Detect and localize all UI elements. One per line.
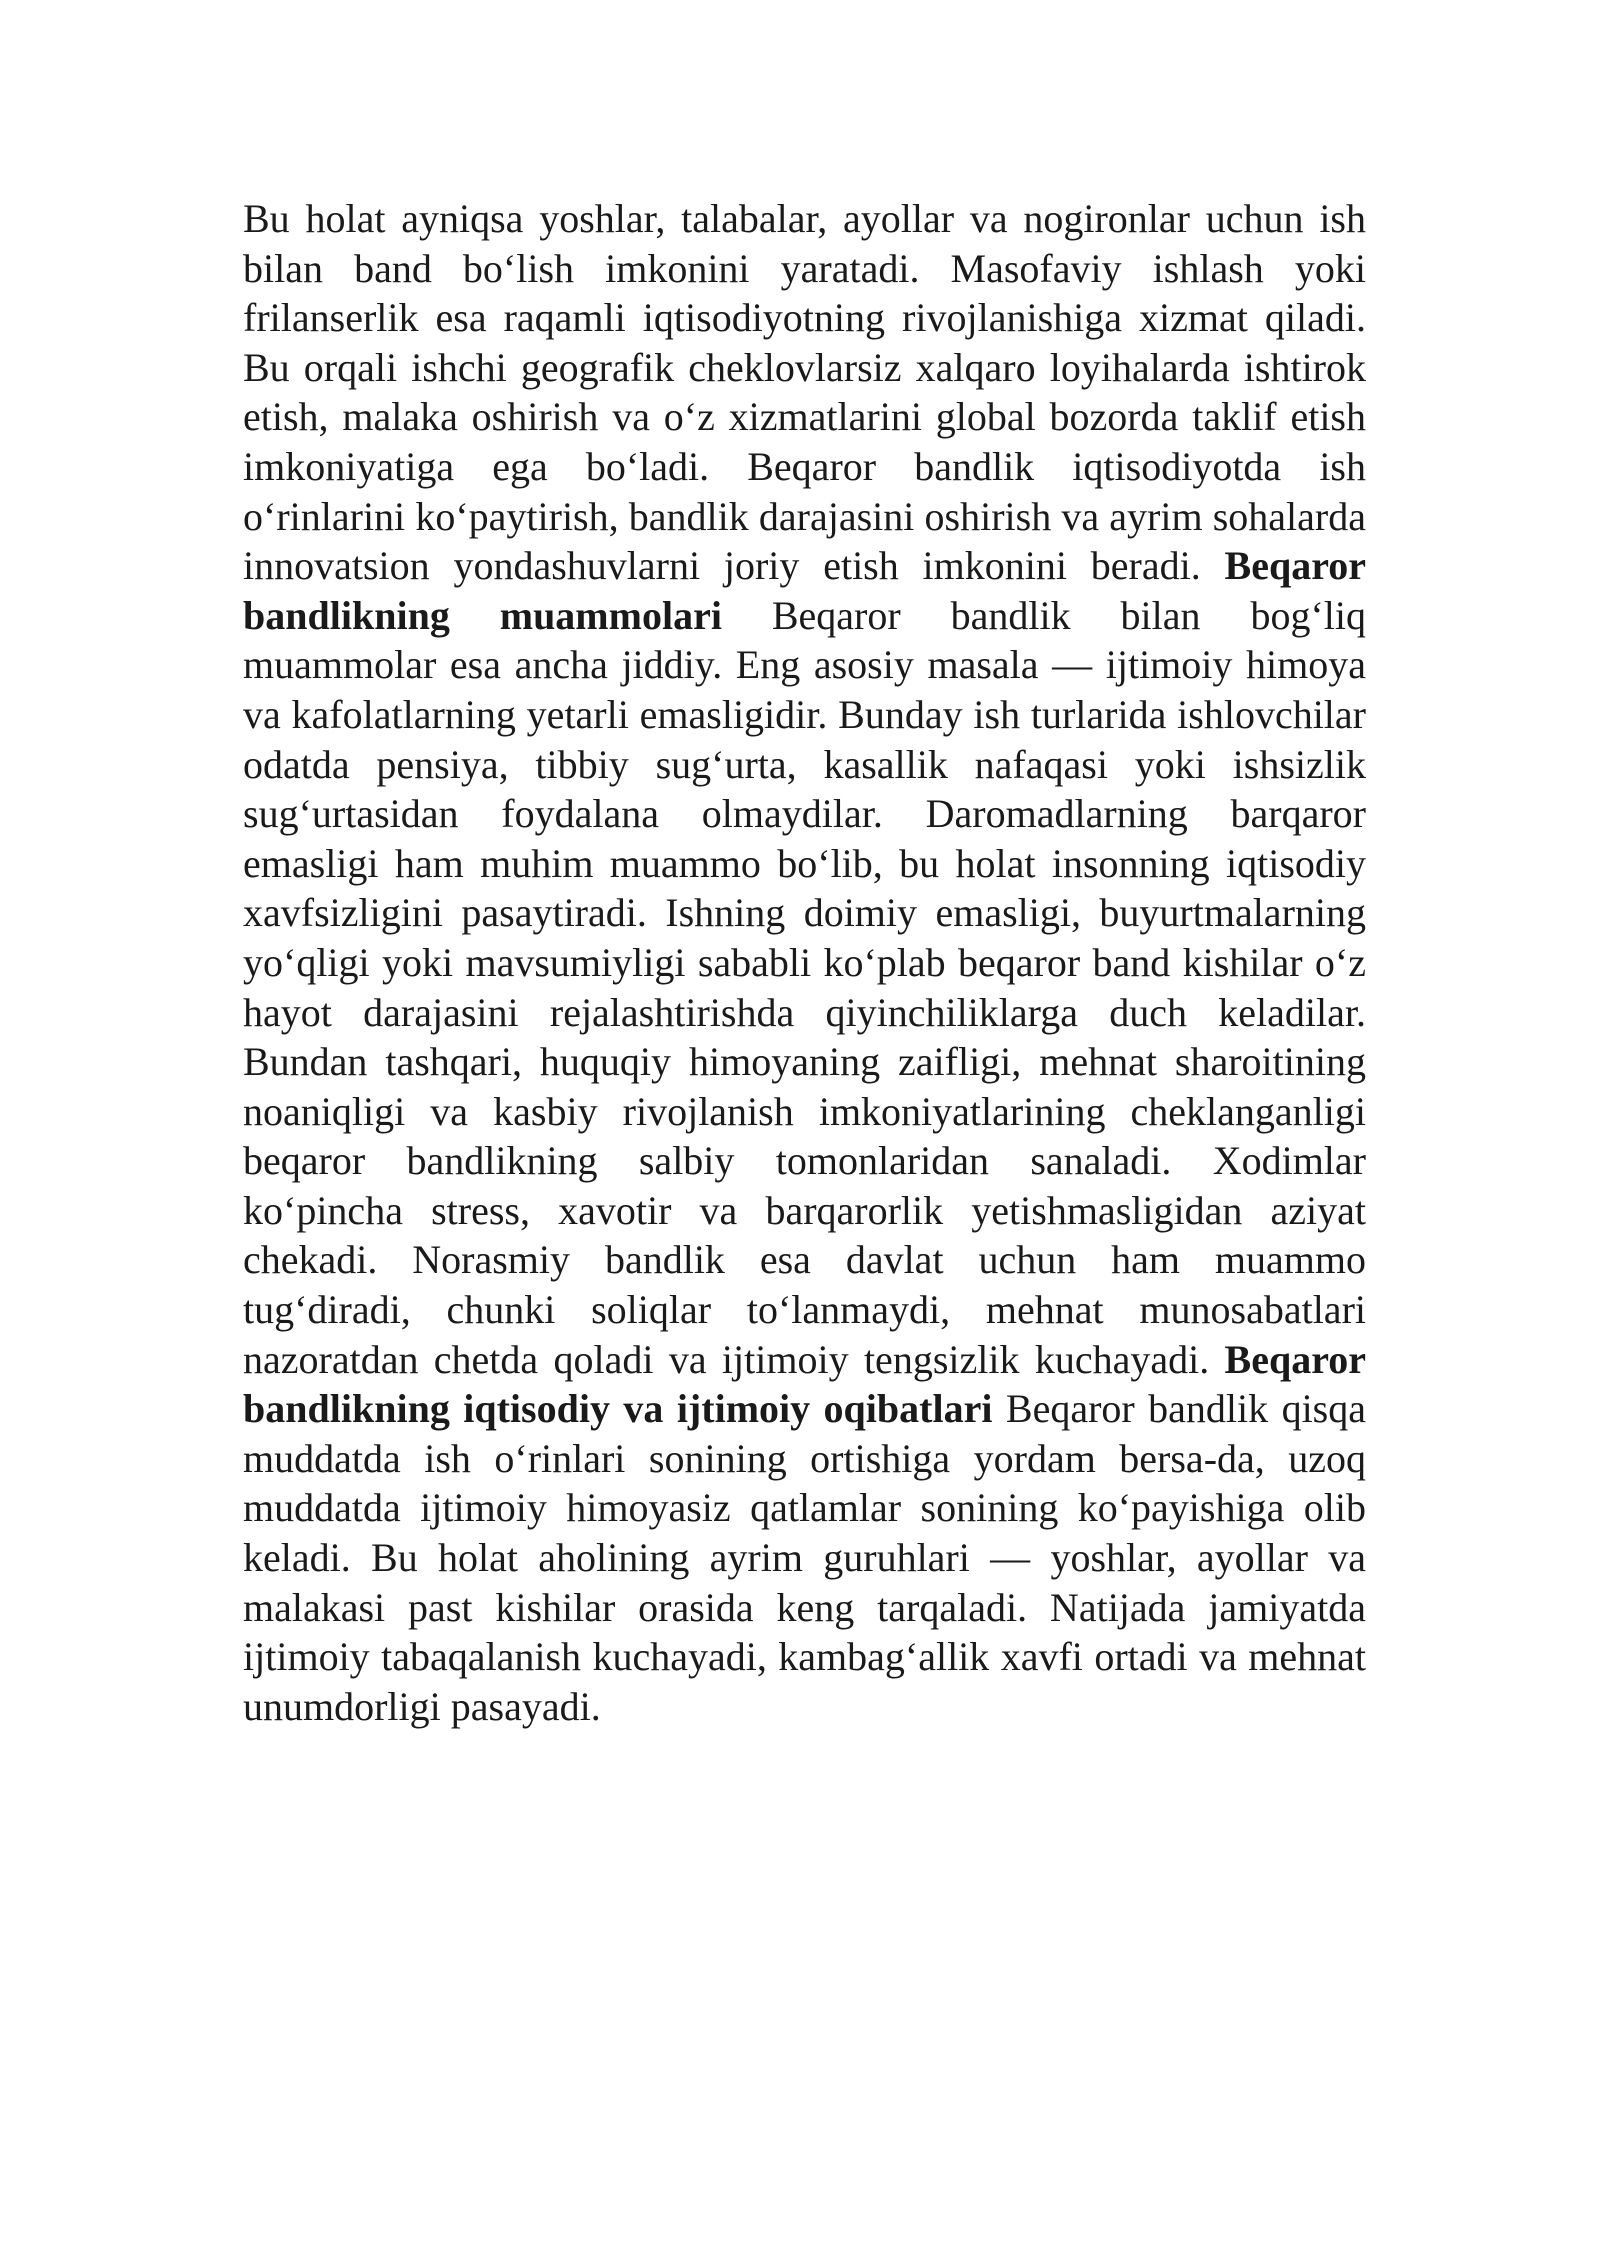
body-paragraph: [243, 194, 1366, 1731]
paragraph-text: Beqaror bandlik qisqa muddatda ish o‘rinlari sonining ortishiga yordam bersa-da, uzoq muddatda ijtimoiy himoyasiz qatlamlar sonining ko‘payishiga olib keladi. Bu holat aholining ayrim guruhlari — yoshlar, ayollar va malakasi past kishilar orasida keng tarqaladi. Natijada jamiyatda ijtimoiy tabaqalanish kuchayadi, kambag‘allik xavfi ortadi va mehnat unumdorligi pasayadi.: [243, 1386, 1366, 1729]
paragraph-text: Beqaror bandlik bilan bog‘liq muammolar esa ancha jiddiy. Eng asosiy masala — ijtimoiy himoya va kafolatlarning yetarli emasligidir. Bunday ish turlarida ishlovchilar odatda pensiya, tibbiy sug‘urta, kasallik nafaqasi yoki ishsizlik sug‘urtasidan foydalana olmaydilar. Daromadlarning barqaror emasligi ham muhim muammo bo‘lib, bu holat insonning iqtisodiy xavfsizligini pasaytiradi. Ishning doimiy emasligi, buyurtmalarning yo‘qligi yoki mavsumiyligi sababli ko‘plab beqaror band kishilar o‘z hayot darajasini rejalashtirishda qiyinchiliklarga duch keladilar. Bundan tashqari, huquqiy himoyaning zaifligi, mehnat sharoitining noaniqligi va kasbiy rivojlanish imkoniyatlarining cheklanganligi beqaror bandlikning salbiy tomonlaridan sanaladi. Xodimlar ko‘pincha stress, xavotir va barqarorlik yetishmasligidan aziyat chekadi. Norasmiy bandlik esa davlat uchun ham muammo tug‘diradi, chunki soliqlar to‘lanmaydi, mehnat munosabatlari nazoratdan chetda qoladi va ijtimoiy tengsizlik kuchayadi.: [243, 592, 1366, 1382]
paragraph-text: Bu holat ayniqsa yoshlar, talabalar, ayollar va nogironlar uchun ish bilan band bo‘lish imkonini yaratadi. Masofaviy ishlash yoki frilanserlik esa raqamli iqtisodiyotning rivojlanishiga xizmat qiladi. Bu orqali ishchi geografik cheklovlarsiz xalqaro loyihalarda ishtirok etish, malaka oshirish va o‘z xizmatlarini global bozorda taklif etish imkoniyatiga ega bo‘ladi. Beqaror bandlik iqtisodiyotda ish o‘rinlarini ko‘paytirish, bandlik darajasini oshirish va ayrim sohalarda innovatsion yondashuvlarni joriy etish imkonini beradi.: [243, 196, 1366, 589]
inline-heading-muammolari: Beqaror bandlikning muammolari: [243, 543, 1366, 638]
inline-heading-oqibatlari: Beqaror bandlikning iqtisodiy va ijtimoiy oqibatlari: [243, 1336, 1366, 1432]
